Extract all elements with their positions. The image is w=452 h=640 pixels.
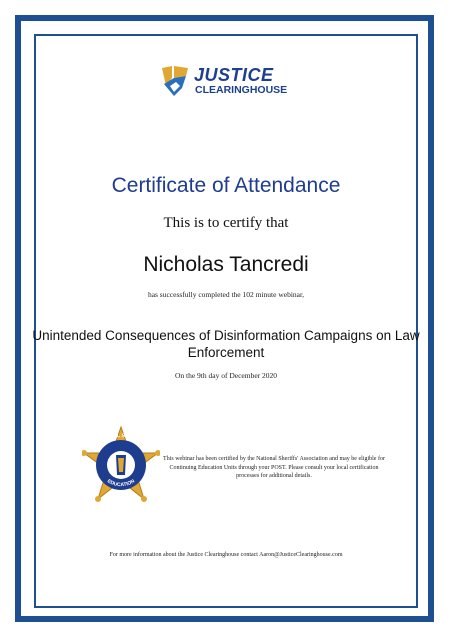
course-title: Unintended Consequences of Disinformation Campaigns on Law Enforcement [32,328,420,360]
date-line: On the 9th day of December 2020 [174,371,278,380]
seal-text-top: NATIONAL SHERIFFS' [94,432,148,451]
inner-border [34,34,418,608]
completion-line: has successfully completed the 102 minute webinar, [147,290,305,299]
certify-line: This is to certify that [163,215,289,231]
national-sheriffs-star-seal-icon [82,425,160,503]
justice-clearinghouse-logo [160,64,292,98]
accreditation-note: This webinar has been certified by the National Sheriffs' Association and may be eligible for Continuing Education Units through your POST. Please consult your local certification processes for additional details. [163,456,385,480]
seal-text-bottom: EDUCATION [106,478,136,489]
national-sheriffs-seal [82,425,160,503]
recipient-name: Nicholas Tancredi [143,253,309,276]
logo-text-justice: JUSTICE [194,65,274,85]
logo-text-clearinghouse: CLEARINGHOUSE [195,84,288,96]
contact-footer: For more information about the Justice Clearinghouse contact Aaron@JusticeClearinghouse.com [109,552,343,558]
certificate-title: Certificate of Attendance [111,174,341,197]
shield-badge-icon [160,64,192,98]
